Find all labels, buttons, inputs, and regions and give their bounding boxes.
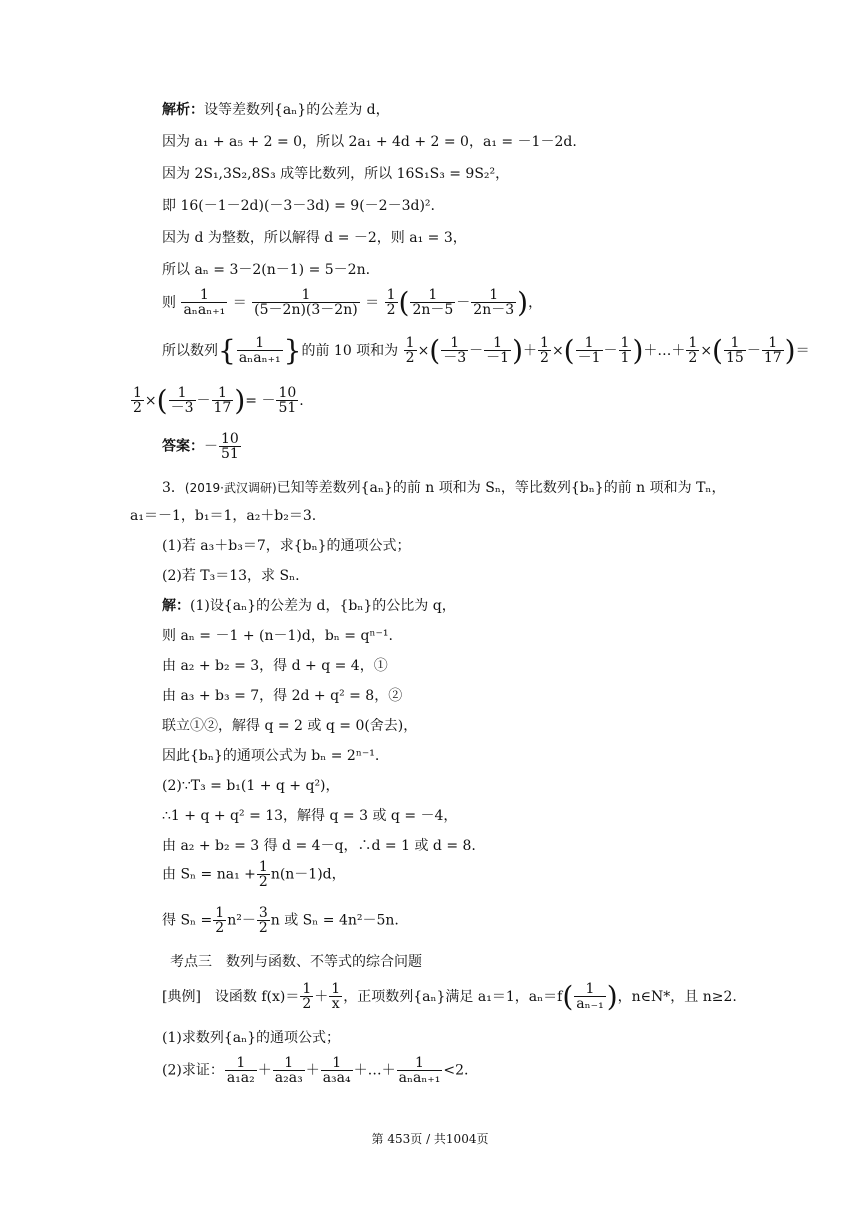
q3-sol-8: ∴1 + q + q² = 13，解得 q = 3 或 q = －4， [162,808,458,824]
q3-sol-4: 由 a₃ + b₃ = 7，得 2d + q² = 8，② [162,688,403,704]
q3-sol-2: 则 aₙ = －1 + (n－1)d，bₙ = qⁿ⁻¹. [162,628,393,644]
solution-line-9: $\frac{1}{2}$ ×( $\frac{1}{-3}$ － $\frac{1}{17}$ )= － $\frac{10}{51}$ . [133,384,304,417]
answer-line: 答案：－ $\frac{10}{51}$ [162,431,239,462]
fraction: $\frac{1}{(5-2n)(3-2n)}$ [254,287,358,319]
example-part-1: (1)求数列{aₙ}的通项公式； [162,1030,341,1046]
fraction: $\frac{1}{2n-3}$ [473,287,515,319]
solution-line-7: 则 $\frac{1}{\text{aₙaₙ₊₁}}$ ＝ $\frac{1}{(5-2n)(3-2n)}$ ＝ $\frac{1}{2}$ ( $\frac{1}{2n-5}$ － $\frac{1}{2n-3}$ )， [162,286,543,319]
example-part-2: (2)求证： $\frac{1}{\text{a₁a₂}}$ ＋ $\frac{1}{\text{a₂a₃}}$ ＋ $\frac{1}{\text{a₃a₄}}$ ＋…＋ $\frac{1}{\text{aₙaₙ₊₁}}$ <2. [162,1055,469,1086]
solution-line-5: 因为 d 为整数，所以解得 d = －2，则 a₁ = 3， [162,230,467,246]
solution-line-1: 解析：设等差数列{aₙ}的公差为 d， [162,102,390,118]
solution-line-4: 即 16(－1－2d)(－3－3d) = 9(－2－3d)². [162,198,435,214]
q3-stem-1: 3．(2019·武汉调研)已知等差数列{aₙ}的前 n 项和为 Sₙ，等比数列{bₙ}的前 n 项和为 Tₙ， [162,480,726,496]
solution-line-3: 因为 2S₁,3S₂,8S₃ 成等比数列，所以 16S₁S₃ = 9S₂²， [162,166,510,182]
solution-line-6: 所以 aₙ = 3－2(n－1) = 5－2n. [162,262,371,278]
section-title: 考点三 数列与函数、不等式的综合问题 [170,954,422,970]
page-footer: 第 453页 / 共1004页 [371,1132,489,1146]
fraction: $\frac{1}{2n-5}$ [412,287,454,319]
fraction: $\frac{1}{\text{aₙaₙ₊₁}}$ [183,287,226,319]
q3-sol-5: 联立①②，解得 q = 2 或 q = 0(舍去)， [162,718,418,734]
q3-part-1: (1)若 a₃＋b₃＝7，求{bₙ}的通项公式； [162,538,411,554]
q3-sol-label: 解： [162,598,190,614]
q3-sol-11: 得 Sₙ = $\frac{1}{2}$ n²－ $\frac{3}{2}$ n 或 Sₙ = 4n²－5n. [162,905,399,936]
solution-line-8: 所以数列{ $\frac{1}{\text{aₙaₙ₊₁}}$ }的前 10 项和为 $\frac{1}{2}$ ×( $\frac{1}{-3}$ － $\frac{1}{-1}$ )＋ $\frac{1}{2}$ ×( $\frac{1}{-1}$ － $\frac{1}{1}$ )＋…＋ $\frac{1}{2}$ ×( $\frac{1}{15}$ － $\frac{1}{17}$ )＝ [162,334,810,367]
q3-sol-6: 因此{bₙ}的通项公式为 bₙ = 2ⁿ⁻¹. [162,748,380,764]
q3-sol-1: 解：(1)设{aₙ}的公差为 d，{bₙ}的公比为 q， [162,598,456,614]
q3-stem-2: a₁＝－1，b₁＝1，a₂＋b₂＝3. [130,508,317,524]
example-stem: [典例] 设函数 f(x)＝ $\frac{1}{2}$ ＋ $\frac{1}{x}$ ，正项数列{aₙ}满足 a₁＝1，aₙ＝f( $\frac{1}{\text{aₙ₋₁}}$ )，n∈N*，且 n≥2. [162,980,737,1013]
answer-label: 答案： [162,438,204,455]
q3-part-2: (2)若 T₃＝13，求 Sₙ. [162,568,300,584]
fraction: $\frac{1}{\text{aₙaₙ₊₁}}$ [238,335,281,367]
q3-sol-10: 由 Sₙ = na₁ + $\frac{1}{2}$ n(n－1)d， [162,859,346,890]
solution-label: 解析： [162,102,204,118]
q3-sol-7: (2)∵T₃ = b₁(1 + q + q²)， [162,778,340,794]
fraction: $\frac{1}{2}$ [386,287,396,319]
q3-sol-3: 由 a₂ + b₂ = 3，得 d + q = 4，① [162,658,388,674]
q3-sol-9: 由 a₂ + b₂ = 3 得 d = 4－q，∴d = 1 或 d = 8. [162,838,476,854]
solution-line-2: 因为 a₁ + a₅ + 2 = 0，所以 2a₁ + 4d + 2 = 0，a₁ = －1－2d. [162,134,577,150]
